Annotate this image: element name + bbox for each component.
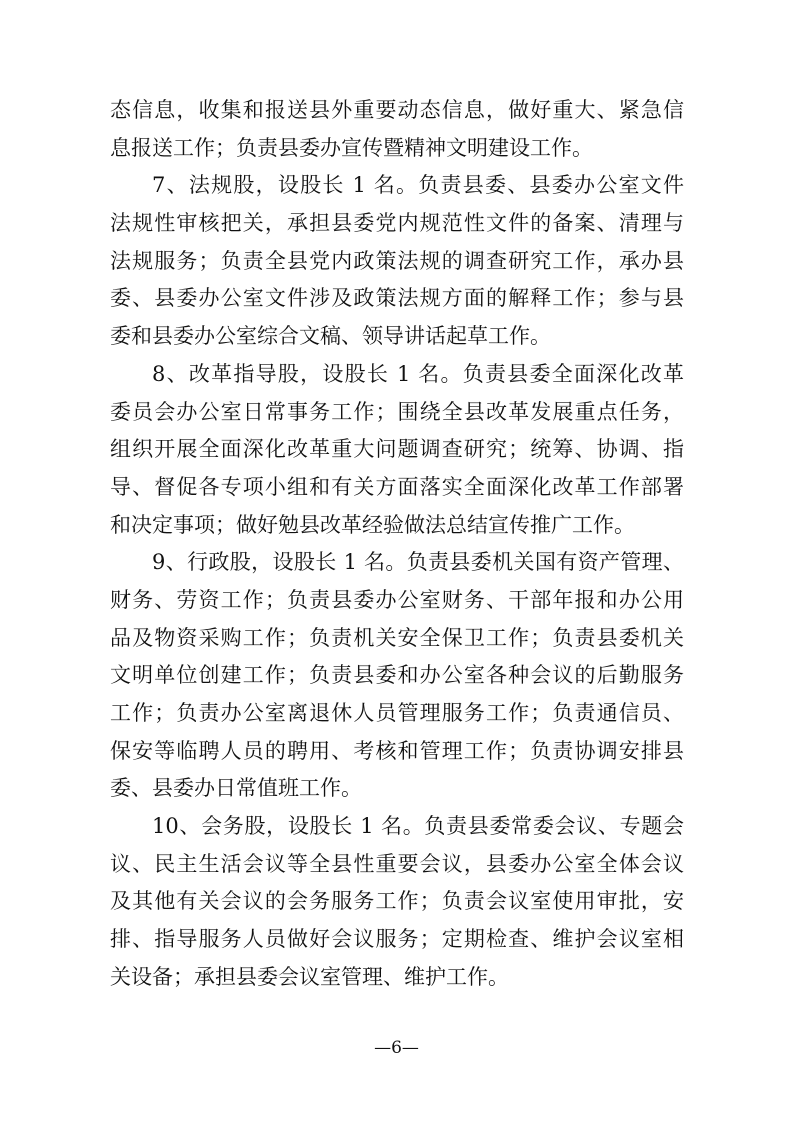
paragraph-line: 息报送工作；负责县委办宣传暨精神文明建设工作。 (110, 135, 593, 160)
paragraph-line: 关设备；承担县委会议室管理、维护工作。 (110, 964, 509, 989)
paragraph-line: 保安等临聘人员的聘用、考核和管理工作；负责协调安排县 (110, 738, 684, 763)
paragraph-line: 文明单位创建工作；负责县委和办公室各种会议的后勤服务 (110, 663, 684, 688)
paragraph-line: 导、督促各专项小组和有关方面落实全面深化改革工作部署 (110, 474, 684, 499)
paragraph-first-line: 10、会务股，设股长 1 名。负责县委常委会议、专题会 (152, 814, 684, 839)
paragraph-line: 排、指导服务人员做好会议服务；定期检查、维护会议室相 (110, 927, 684, 952)
paragraph-line: 态信息，收集和报送县外重要动态信息，做好重大、紧急信 (110, 98, 684, 122)
paragraph-line: 法规服务；负责全县党内政策法规的调查研究工作，承办县 (110, 248, 684, 273)
paragraph-line: 工作；负责办公室离退休人员管理服务工作；负责通信员、 (110, 701, 684, 725)
paragraph-line: 委和县委办公室综合文稿、领导讲话起草工作。 (110, 324, 551, 349)
paragraph-line: 法规性审核把关，承担县委党内规范性文件的备案、清理与 (110, 211, 684, 236)
paragraph-line: 和决定事项；做好勉县改革经验做法总结宣传推广工作。 (110, 512, 635, 537)
paragraph-line: 组织开展全面深化改革重大问题调查研究；统筹、协调、指 (110, 437, 684, 462)
paragraph-line: 品及物资采购工作；负责机关安全保卫工作；负责县委机关 (110, 625, 684, 650)
paragraph-line: 议、民主生活会议等全县性重要会议，县委办公室全体会议 (110, 851, 684, 876)
paragraph-line: 财务、劳资工作；负责县委办公室财务、干部年报和办公用 (110, 587, 684, 612)
paragraph-line: 委、县委办公室文件涉及政策法规方面的解释工作；参与县 (110, 286, 684, 311)
paragraph-first-line: 7、法规股，设股长 1 名。负责县委、县委办公室文件 (152, 173, 684, 198)
paragraph-line: 委员会办公室日常事务工作；围绕全县改革发展重点任务， (110, 399, 684, 424)
page-number: —6— (374, 1038, 419, 1058)
paragraph-first-line: 9、行政股，设股长 1 名。负责县委机关国有资产管理、 (152, 550, 684, 575)
paragraph-line: 委、县委办日常值班工作。 (110, 776, 362, 801)
document-body (110, 92, 684, 997)
paragraph-first-line: 8、改革指导股，设股长 1 名。负责县委全面深化改革 (152, 361, 684, 386)
paragraph-line: 及其他有关会议的会务服务工作；负责会议室使用审批，安 (110, 889, 684, 914)
